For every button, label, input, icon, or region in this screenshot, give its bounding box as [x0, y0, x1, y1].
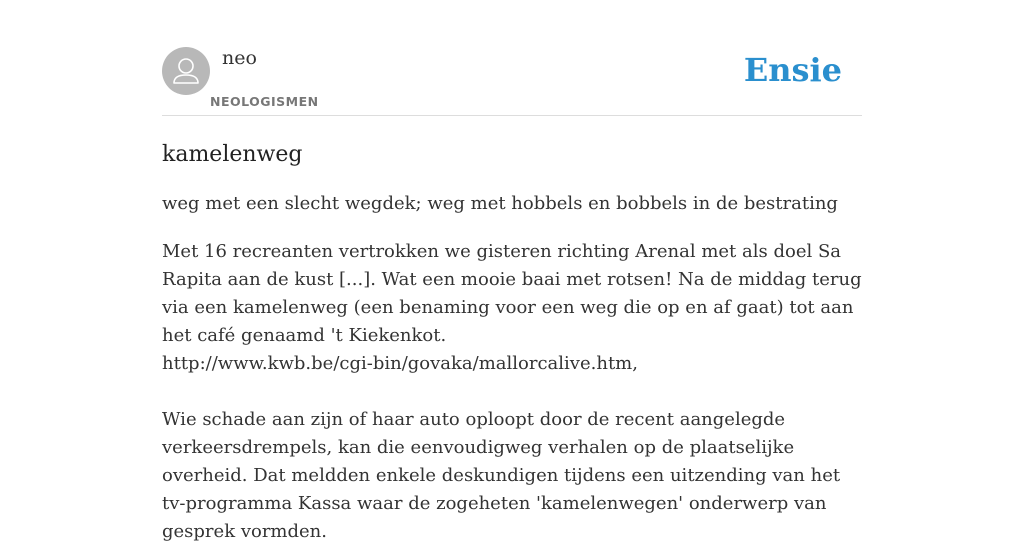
entry-definition: weg met een slecht wegdek; weg met hobbels en bobbels in de bestrating	[162, 193, 838, 214]
category-label[interactable]: NEOLOGISMEN	[210, 94, 319, 109]
header	[162, 47, 862, 116]
brand-logo[interactable]: Ensie	[743, 51, 842, 89]
author-name-link[interactable]: neo	[222, 47, 257, 69]
user-avatar-icon[interactable]	[162, 47, 210, 95]
entry-term: kamelenweg	[162, 142, 303, 167]
page	[162, 0, 862, 546]
entry-example: Met 16 recreanten vertrokken we gisteren richting Arenal met als doel Sa Rapita aan de kust [...]. Wat een mooie baai met rotsen! Na de middag terug via een kamelenweg (een benaming voor een weg die op en af gaat) tot aan het café genaamd 't Kiekenkot. http://www.kwb.be/cgi-bin/govaka/mallorcalive.htm, Wie schade aan zijn of haar auto oploopt door de recent aangelegde verkeersdrempels, kan die eenvoudigweg verhalen op de plaatselijke overheid. Dat meldden enkele deskundigen tijdens een uitzending van het tv-programma Kassa waar de zogeheten 'kamelenwegen' onderwerp van gesprek vormden.	[162, 241, 862, 542]
